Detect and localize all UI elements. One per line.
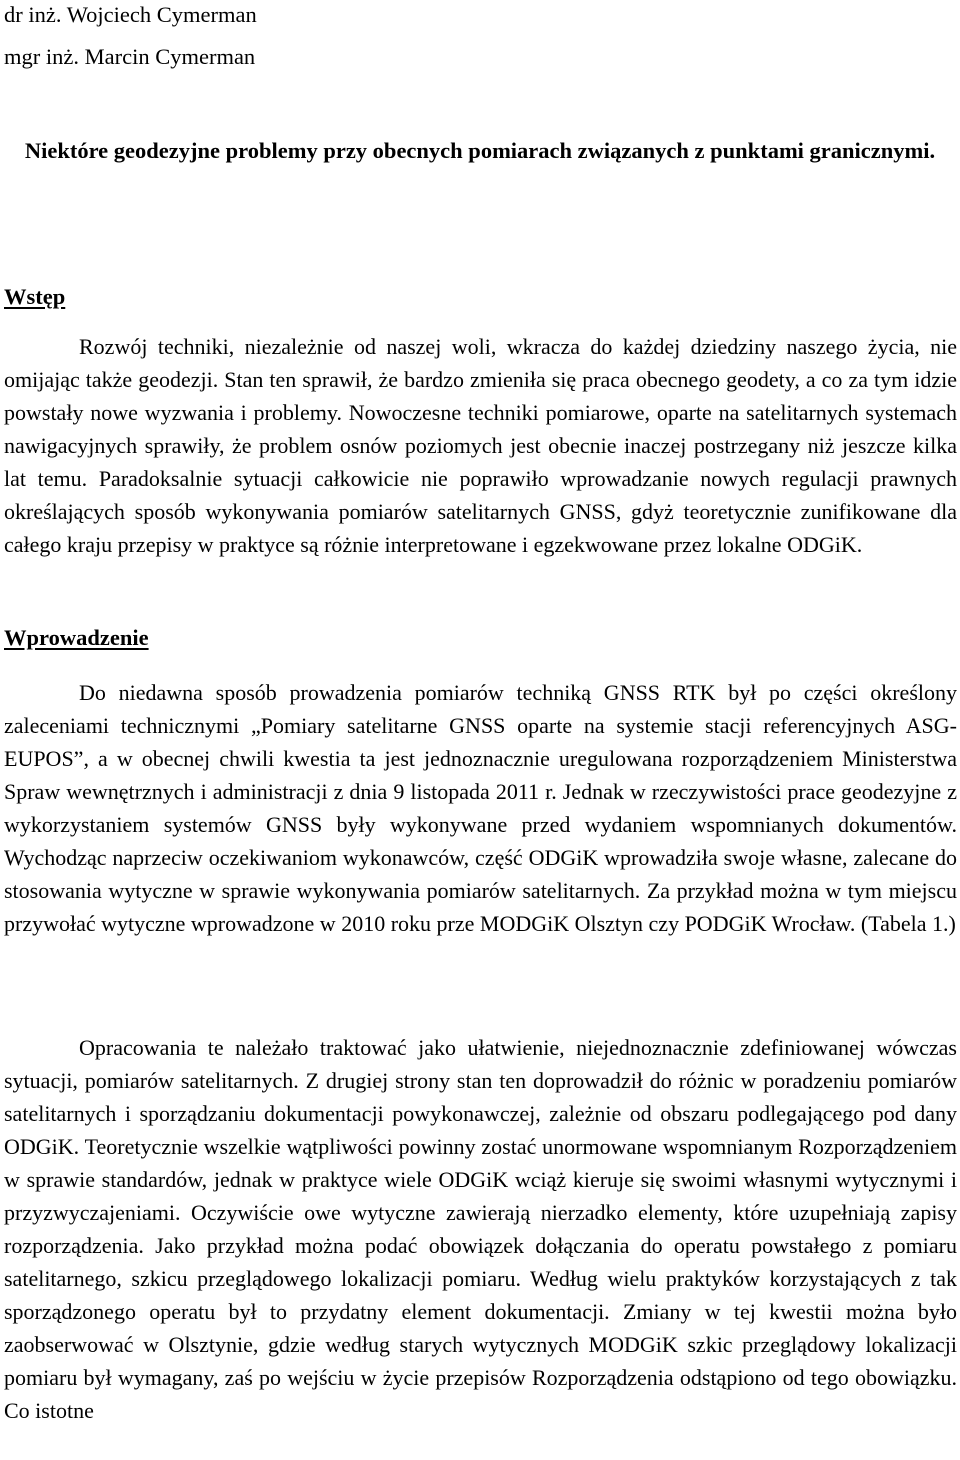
intro-paragraph: Rozwój techniki, niezależnie od naszej woli, wkracza do każdej dziedziny naszego życia, nie omijając także geodezji. Stan ten sprawił, że bardzo zmieniła się praca obecnego geodety, a co za tym idzie powstały nowe wyzwania i problemy. Nowoczesne techniki pomiarowe, oparte na satelitarnych systemach nawigacyjnych sprawiły, że problem osnów poziomych jest obecnie inaczej postrzegany niż jeszcze kilka lat temu. Paradoksalnie sytuacji całkowicie nie poprawiło wprowadzanie nowych regulacji prawnych określających sposób wykonywania pomiarów satelitarnych GNSS, gdyż teoretycznie zunifikowane dla całego kraju przepisy w praktyce są różnie interpretowane i egzekwowane przez lokalne ODGiK. [4, 334, 957, 557]
author-name: dr inż. Wojciech Cymerman [4, 2, 257, 27]
introduction-paragraph-2: Opracowania te należało traktować jako ułatwienie, niejednoznacznie zdefiniowanej wówczas sytuacji, pomiarów satelitarnych. Z drugiej strony stan ten doprowadził do różnic w poradzeniu pomiarów satelitarnych i sporządzaniu dokumentacji powykonawczej, zależnie od obszaru podlegającego pod dany ODGiK. Teoretycznie wszelkie wątpliwości powinny zostać unormowane wspomnianym Rozporządzeniem w sprawie standardów, jednak w praktyce wiele ODGiK wciąż kieruje się swoimi własnymi wytycznymi i przyzwyczajeniami. Oczywiście owe wytyczne zawierają nierzadko elementy, które uzupełniają zapisy rozporządzenia. Jako przykład można podać obowiązek dołączania do operatu powstałego z pomiaru satelitarnego, szkicu przeglądowego lokalizacji pomiaru. Według wielu praktyków korzystających z tak sporządzonego operatu był to przydatny element dokumentacji. Zmiany w tej kwestii można było zaobserwować w Olsztynie, gdzie według starych wytycznych MODGiK szkic przeglądowy lokalizacji pomiaru był wymagany, zaś po wejściu w życie przepisów Rozporządzenia odstąpiono od tego obowiązku. Co istotne [4, 1035, 957, 1423]
introduction-paragraph-1: Do niedawna sposób prowadzenia pomiarów techniką GNSS RTK był po części określony zaleceniami technicznymi „Pomiary satelitarne GNSS oparte na systemie stacji referencyjnych ASG-EUPOS”, a w obecnej chwili kwestia ta jest jednoznacznie uregulowana rozporządzeniem Ministerstwa Spraw wewnętrznych i administracji z dnia 9 listopada 2011 r. Jednak w rzeczywistości prace geodezyjne z wykorzystaniem systemów GNSS były wykonywane przed wydaniem wspomnianych dokumentów. Wychodząc naprzeciw oczekiwaniom wykonawców, część ODGiK wprowadziła swoje własne, zalecane do stosowania wytyczne w sprawie wykonywania pomiarów satelitarnych. Za przykład można w tym miejscu przywołać wytyczne wprowadzone w 2010 roku prze MODGiK Olsztyn czy PODGiK Wrocław. (Tabela 1.) [4, 680, 957, 936]
section-heading-introduction: Wprowadzenie [4, 625, 149, 650]
section-heading-intro: Wstęp [4, 284, 66, 309]
author-name: mgr inż. Marcin Cymerman [4, 44, 256, 69]
document-title: Niektóre geodezyjne problemy przy obecnych pomiarach związanych z punktami granicznymi. [24, 138, 936, 163]
author-list [4, 0, 257, 78]
